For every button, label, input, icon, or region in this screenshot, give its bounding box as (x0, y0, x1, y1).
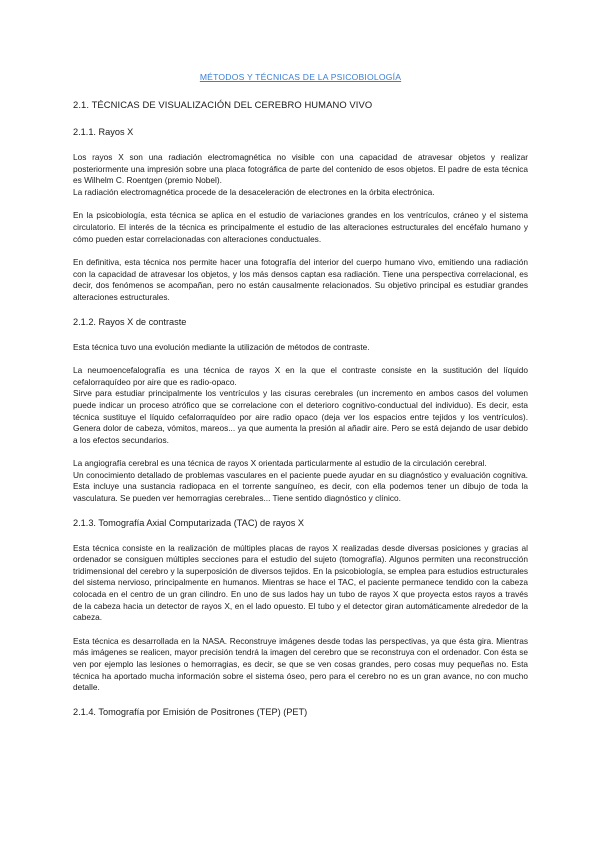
paragraph (73, 342, 528, 354)
subsection-heading-rayos-x-contraste: 2.1.2. Rayos X de contraste (73, 316, 187, 327)
subsection-heading-rayos-x: 2.1.1. Rayos X (73, 127, 134, 137)
paragraph-line: La radiación electromagnética procede de la desaceleración de electrones en la órbita electrónica. (73, 186, 435, 197)
paragraph (73, 210, 528, 245)
subsection-heading-tac: 2.1.3. Tomografía Axial Computarizada (TAC) de rayos X (73, 517, 304, 528)
paragraph-line: Esta técnica tuvo una evolución mediante la utilización de métodos de contraste. (73, 341, 370, 352)
paragraph (73, 543, 528, 624)
paragraph-line: En la psicobiología, esta técnica se aplica en el estudio de variaciones grandes en los ventrículos, cráneo y el sistema circulatorio. El interés de la técnica es principalmente el estudio de las alteraciones estructurales del encéfalo humano y cómo pueden estar correlacionadas con alteraciones conductuales. (73, 210, 528, 244)
paragraph-line: Los rayos X son una radiación electromagnética no visible con una capacidad de atravesar objetos y realizar posteriormente una impresión sobre una placa fotográfica de parte del contenido de esos objetos. El padre de esta técnica es Wilhelm C. Roentgen (premio Nobel). (73, 152, 528, 186)
paragraph-line: Esta técnica es desarrollada en la NASA. Reconstruye imágenes desde todas las perspectivas, ya que ésta gira. Mientras más imágenes se realicen, mayor precisión tendrá la imagen del cerebro que se reconstruya con el ordenador. Con ésta se ven por ejemplo las lesiones o hemorragias, es decir, se que se ven cosas grandes, pero cosas muy pequeñas no. Esta técnica ha aportado mucha información sobre el sistema óseo, pero para el cerebro no es un gran avance, no con mucho detalle. (73, 635, 528, 693)
paragraph-line: Esta técnica consiste en la realización de múltiples placas de rayos X realizadas desde diversas posiciones y gracias al ordenador se consiguen múltiples secciones para el estudio del sujeto (tomografía). Algunos permiten una reconstrucción tridimensional del cerebro y la superposición de diversos tejidos. En la psicobiología, se emplea para estudios estructurales del sistema nervioso, principalmente en humanos. Mientras se hace el TAC, el paciente permanece tendido con la cabeza colocada en el centro de un gran cilindro. En uno de sus lados hay un tubo de rayos X que proyecta estos rayos a través de la cabeza hacia un detector de rayos X, en el lado opuesto. El tubo y el detector giran automáticamente alrededor de la cabeza. (73, 542, 528, 623)
paragraph-line: En definitiva, esta técnica nos permite hacer una fotografía del interior del cuerpo humano vivo, emitiendo una radiación con la capacidad de atravesar los objetos, y los más densos captan esa radiación. Tiene una perspectiva correlacional, es decir, dos fenómenos se acompañan, pero no están causalmente relacionados. Su objetivo principal es estudiar grandes alteraciones estructurales. (73, 257, 528, 302)
paragraph (73, 365, 528, 446)
paragraph-line: Un conocimiento detallado de problemas vasculares en el paciente puede ayudar en su diagnóstico y evaluación cognitiva. Esta incluye una sustancia radiopaca en el torrente sanguíneo, es decir, con ella podemos tener un dibujo de toda la vasculatura. Se pueden ver hemorragias cerebrales... Tiene sentido diagnóstico y clínico. (73, 469, 528, 504)
document-title: MÉTODOS Y TÉCNICAS DE LA PSICOBIOLOGÍA (199, 72, 402, 82)
paragraph-line: La angiografía cerebral es una técnica de rayos X orientada particularmente al estudio de la circulación cerebral. (73, 458, 487, 469)
paragraph (73, 152, 528, 198)
paragraph (73, 458, 528, 504)
paragraph (73, 636, 528, 694)
paragraph (73, 257, 528, 303)
paragraph-line: Sirve para estudiar principalmente los ventrículos y las cisuras cerebrales (un incremento en ambos casos del volumen puede indicar un proceso atrófico que se correlacione con el deterioro cognitivo-conductual del individuo). Es decir, esta técnica sustituye el líquido cefalorraquídeo por aire radio opaco (deja ver los espacios entre tejidos y los ventrículos). Genera dolor de cabeza, vómitos, mareos... ya que aumenta la presión al añadir aire. Pero se está dejando de usar debido a los efectos secundarios. (73, 388, 528, 445)
subsection-heading-pet: 2.1.4. Tomografía por Emisión de Positrones (TEP) (PET) (73, 706, 308, 717)
section-heading: 2.1. TÉCNICAS DE VISUALIZACIÓN DEL CEREBRO HUMANO VIVO (73, 99, 373, 110)
paragraph-line: La neumoencefalografía es una técnica de rayos X en la que el contraste consiste en la sustitución del líquido cefalorraquídeo por aire que es radio-opaco. (73, 365, 528, 387)
